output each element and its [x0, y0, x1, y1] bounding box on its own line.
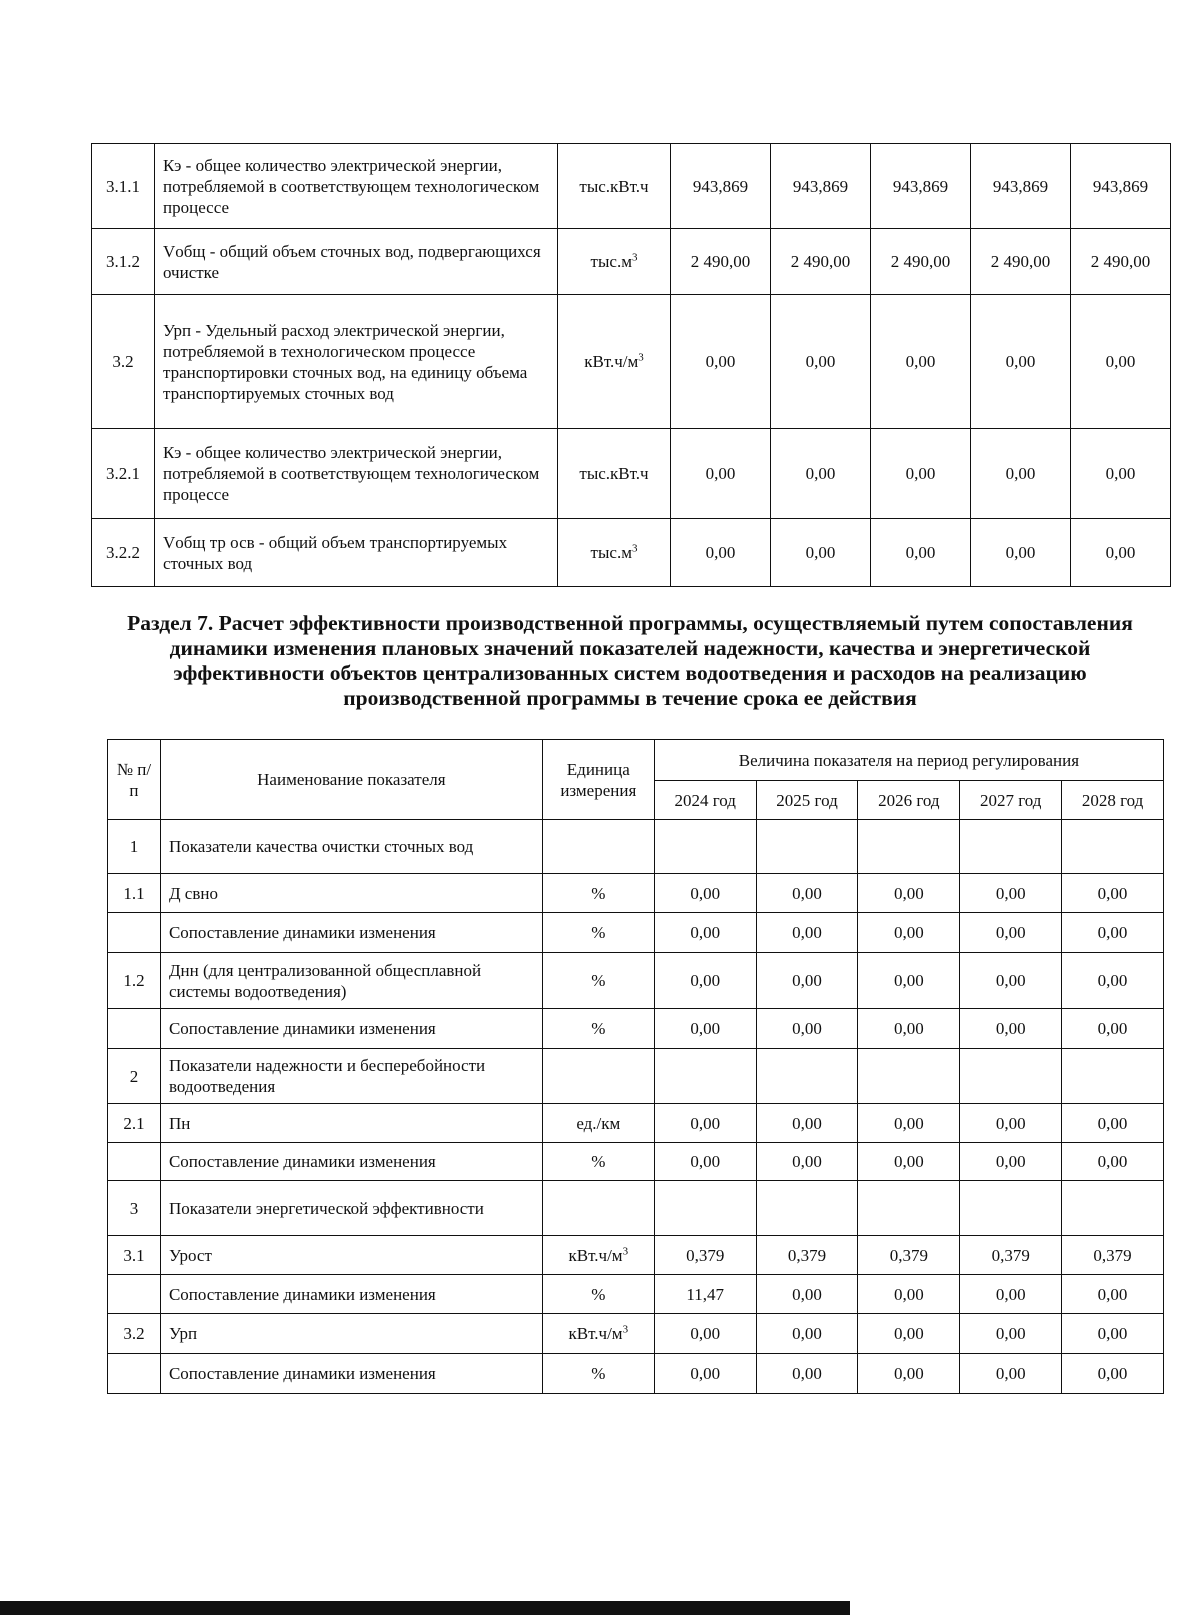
row-number: 3.2 — [92, 295, 155, 429]
row-value: 0,00 — [654, 1143, 756, 1181]
row-value: 0,00 — [756, 1314, 858, 1354]
row-name: Кэ - общее количество электрической энергии, потребляемой в соответствующем технологическом процессе — [155, 429, 558, 519]
row-value: 0,00 — [671, 519, 771, 587]
row-value: 0,00 — [654, 874, 756, 913]
row-value — [858, 1181, 960, 1236]
table-row — [108, 1104, 1164, 1143]
unit-text: % — [591, 1019, 606, 1038]
row-number: 1 — [108, 820, 161, 874]
row-name: Сопоставление динамики изменения — [160, 1275, 542, 1314]
row-unit — [542, 1143, 654, 1181]
row-name: Урп — [160, 1314, 542, 1354]
row-unit — [558, 295, 671, 429]
header-name: Наименование показателя — [160, 740, 542, 820]
row-value: 0,00 — [1071, 519, 1171, 587]
row-value: 0,00 — [1062, 953, 1164, 1009]
row-value: 0,00 — [971, 295, 1071, 429]
unit-text: % — [591, 1152, 606, 1171]
row-value: 0,00 — [960, 953, 1062, 1009]
row-value: 943,869 — [971, 144, 1071, 229]
row-value: 0,00 — [960, 1143, 1062, 1181]
unit-text: тыс.кВт.ч — [579, 176, 649, 196]
header-year: 2025 год — [756, 781, 858, 820]
row-name: Сопоставление динамики изменения — [160, 913, 542, 953]
header-year: 2024 год — [654, 781, 756, 820]
row-value: 0,379 — [1062, 1236, 1164, 1275]
row-name: Показатели надежности и бесперебойности водоотведения — [160, 1049, 542, 1104]
row-value: 0,00 — [1071, 429, 1171, 519]
row-value: 0,00 — [960, 1354, 1062, 1394]
unit-text: тыс.кВт.ч — [579, 464, 649, 483]
row-value: 2 490,00 — [771, 229, 871, 295]
row-unit — [542, 1104, 654, 1143]
row-value: 0,379 — [858, 1236, 960, 1275]
row-value: 0,00 — [1062, 1275, 1164, 1314]
table-row — [108, 1143, 1164, 1181]
table-row — [108, 913, 1164, 953]
row-value: 0,00 — [671, 429, 771, 519]
row-value: 0,00 — [1062, 874, 1164, 913]
row-number: 1.2 — [108, 953, 161, 1009]
row-number: 3.1 — [108, 1236, 161, 1275]
row-number — [108, 1275, 161, 1314]
row-value: 0,00 — [1062, 913, 1164, 953]
row-value — [1062, 1181, 1164, 1236]
unit-superscript: 3 — [638, 351, 644, 364]
table-row — [108, 874, 1164, 913]
row-value: 0,00 — [1062, 1104, 1164, 1143]
unit-text: % — [591, 1364, 606, 1383]
row-name: Д свно — [160, 874, 542, 913]
table-row — [92, 144, 1171, 229]
row-value: 0,00 — [1071, 295, 1171, 429]
row-value: 0,00 — [960, 1275, 1062, 1314]
table-row — [108, 1181, 1164, 1236]
row-name: Vобщ тр осв - общий объем транспортируемых сточных вод — [155, 519, 558, 587]
unit-superscript: 3 — [631, 251, 638, 264]
row-value: 0,379 — [654, 1236, 756, 1275]
row-value: 0,00 — [771, 519, 871, 587]
row-number: 3.1.1 — [92, 144, 155, 229]
row-unit — [542, 820, 654, 874]
row-value: 0,00 — [1062, 1143, 1164, 1181]
row-number: 3.1.2 — [92, 229, 155, 295]
row-number: 1.1 — [108, 874, 161, 913]
row-unit — [542, 1009, 654, 1049]
header-period: Величина показателя на период регулирования — [654, 740, 1163, 781]
row-value — [654, 820, 756, 874]
row-unit — [542, 1314, 654, 1354]
row-value: 0,00 — [654, 1354, 756, 1394]
unit-superscript: 3 — [622, 1244, 629, 1257]
efficiency-table — [107, 739, 1164, 1394]
row-unit — [558, 519, 671, 587]
row-value: 2 490,00 — [671, 229, 771, 295]
row-value: 0,00 — [756, 1275, 858, 1314]
row-value: 0,00 — [1062, 1009, 1164, 1049]
table-row — [108, 1314, 1164, 1354]
row-value: 0,00 — [1062, 1354, 1164, 1394]
row-value: 943,869 — [671, 144, 771, 229]
row-value: 11,47 — [654, 1275, 756, 1314]
row-value: 0,00 — [858, 913, 960, 953]
unit-text: % — [591, 923, 606, 942]
row-value: 0,00 — [858, 1314, 960, 1354]
row-unit — [542, 874, 654, 913]
row-name: Днн (для централизованной общесплавной системы водоотведения) — [160, 953, 542, 1009]
row-unit — [542, 953, 654, 1009]
row-unit — [558, 144, 671, 229]
row-name: Показатели качества очистки сточных вод — [160, 820, 542, 874]
table-row — [92, 295, 1171, 429]
row-name: Сопоставление динамики изменения — [160, 1143, 542, 1181]
row-value — [858, 1049, 960, 1104]
table-row — [108, 820, 1164, 874]
scan-edge — [0, 1601, 850, 1615]
row-value: 943,869 — [1071, 144, 1171, 229]
row-value: 0,00 — [960, 874, 1062, 913]
unit-text: % — [591, 883, 606, 903]
unit-text: кВт.ч/м — [568, 1324, 623, 1343]
row-value: 0,00 — [756, 874, 858, 913]
section-title: Раздел 7. Расчет эффективности производственной программы, осуществляемый путем сопоставления динамики изменения плановых значений показателей надежности, качества и энергетической эффективности объектов централизованных систем водоотведения и расходов на реализацию производственной программы в течение срока ее действия — [127, 611, 1133, 710]
row-value — [858, 820, 960, 874]
row-value: 0,00 — [756, 953, 858, 1009]
row-number — [108, 1143, 161, 1181]
row-number: 2.1 — [108, 1104, 161, 1143]
row-name: Vобщ - общий объем сточных вод, подвергающихся очистке — [155, 229, 558, 295]
row-value: 0,00 — [654, 953, 756, 1009]
row-unit — [558, 429, 671, 519]
row-value: 2 490,00 — [971, 229, 1071, 295]
row-value: 0,00 — [654, 1009, 756, 1049]
table-row — [108, 1275, 1164, 1314]
header-year: 2026 год — [858, 781, 960, 820]
row-value — [756, 1049, 858, 1104]
row-value: 0,00 — [858, 1354, 960, 1394]
header-unit: Единица измерения — [542, 740, 654, 820]
row-value: 943,869 — [871, 144, 971, 229]
row-value: 0,00 — [960, 1009, 1062, 1049]
row-unit — [542, 1354, 654, 1394]
row-name: Показатели энергетической эффективности — [160, 1181, 542, 1236]
unit-text: ед./км — [576, 1113, 621, 1133]
unit-text: кВт.ч/м — [568, 1245, 623, 1265]
row-number — [108, 913, 161, 953]
row-name: Кэ - общее количество электрической энергии, потребляемой в соответствующем технологическом процессе — [155, 144, 558, 229]
row-value: 0,00 — [960, 913, 1062, 953]
unit-text: тыс.м — [590, 252, 632, 271]
row-value: 0,00 — [756, 1143, 858, 1181]
table-row — [108, 1236, 1164, 1275]
row-unit — [558, 229, 671, 295]
row-value: 0,00 — [971, 429, 1071, 519]
row-name: Пн — [160, 1104, 542, 1143]
unit-text: кВт.ч/м — [584, 352, 639, 371]
unit-superscript: 3 — [631, 542, 638, 555]
indicators-table-continued — [91, 143, 1171, 587]
row-value: 0,00 — [1062, 1314, 1164, 1354]
row-unit — [542, 1049, 654, 1104]
row-value: 0,00 — [858, 1143, 960, 1181]
row-value: 0,00 — [654, 1104, 756, 1143]
row-value — [756, 820, 858, 874]
table-row — [92, 519, 1171, 587]
row-value: 0,00 — [871, 519, 971, 587]
row-value: 0,00 — [756, 1009, 858, 1049]
row-name: Сопоставление динамики изменения — [160, 1009, 542, 1049]
row-value: 0,00 — [960, 1104, 1062, 1143]
row-number: 3.2 — [108, 1314, 161, 1354]
table-row — [108, 953, 1164, 1009]
row-name: Урост — [160, 1236, 542, 1275]
header-year: 2028 год — [1062, 781, 1164, 820]
row-value: 0,00 — [858, 874, 960, 913]
row-value: 0,00 — [771, 429, 871, 519]
row-value — [1062, 1049, 1164, 1104]
row-value — [960, 820, 1062, 874]
row-value — [654, 1181, 756, 1236]
row-value — [960, 1049, 1062, 1104]
row-unit — [542, 1181, 654, 1236]
row-value: 0,00 — [654, 913, 756, 953]
row-value: 0,00 — [858, 1009, 960, 1049]
row-value — [960, 1181, 1062, 1236]
table-row — [108, 1009, 1164, 1049]
row-value: 0,00 — [654, 1314, 756, 1354]
row-unit — [542, 913, 654, 953]
row-value: 0,379 — [756, 1236, 858, 1275]
row-value: 0,00 — [858, 1104, 960, 1143]
row-value: 0,379 — [960, 1236, 1062, 1275]
table-row — [92, 229, 1171, 295]
row-value: 2 490,00 — [1071, 229, 1171, 295]
row-value — [654, 1049, 756, 1104]
row-unit — [542, 1275, 654, 1314]
row-value: 0,00 — [858, 953, 960, 1009]
row-unit — [542, 1236, 654, 1275]
table-row — [108, 1049, 1164, 1104]
row-value: 0,00 — [671, 295, 771, 429]
row-number — [108, 1009, 161, 1049]
row-name: Сопоставление динамики изменения — [160, 1354, 542, 1394]
row-value: 0,00 — [756, 913, 858, 953]
unit-text: % — [591, 1284, 606, 1304]
header-year: 2027 год — [960, 781, 1062, 820]
row-number: 3.2.1 — [92, 429, 155, 519]
table-row — [108, 1354, 1164, 1394]
table-row — [92, 429, 1171, 519]
row-number — [108, 1354, 161, 1394]
row-value: 2 490,00 — [871, 229, 971, 295]
row-value: 0,00 — [858, 1275, 960, 1314]
row-value: 0,00 — [756, 1104, 858, 1143]
row-value: 943,869 — [771, 144, 871, 229]
row-value: 0,00 — [871, 295, 971, 429]
row-number: 2 — [108, 1049, 161, 1104]
row-number: 3.2.2 — [92, 519, 155, 587]
row-number: 3 — [108, 1181, 161, 1236]
row-value — [756, 1181, 858, 1236]
row-value — [1062, 820, 1164, 874]
row-value: 0,00 — [960, 1314, 1062, 1354]
unit-text: % — [591, 971, 606, 990]
unit-superscript: 3 — [622, 1323, 629, 1336]
row-value: 0,00 — [756, 1354, 858, 1394]
header-num: № п/п — [108, 740, 161, 820]
row-value: 0,00 — [871, 429, 971, 519]
unit-text: тыс.м — [590, 543, 632, 562]
row-name: Урп - Удельный расход электрической энергии, потребляемой в технологическом процессе транспортировки сточных вод, на единицу объема транспортируемых сточных вод — [155, 295, 558, 429]
row-value: 0,00 — [971, 519, 1071, 587]
row-value: 0,00 — [771, 295, 871, 429]
